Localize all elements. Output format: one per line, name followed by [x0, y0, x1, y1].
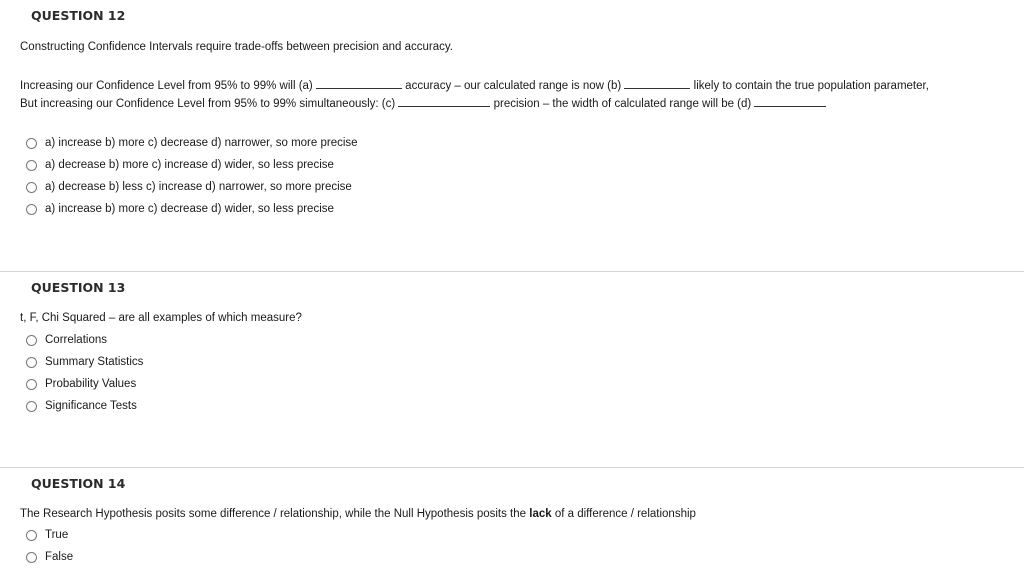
radio-button[interactable] — [26, 379, 37, 390]
q14-option-false[interactable] — [26, 551, 73, 563]
option-label: False — [45, 551, 74, 563]
q13-option-3[interactable] — [26, 378, 136, 390]
q12-option-1[interactable] — [26, 137, 358, 149]
question-12-header — [0, 0, 1024, 30]
prompt-text-bold: lack — [529, 508, 552, 520]
question-14-header — [0, 467, 1024, 498]
radio-button[interactable] — [26, 182, 37, 193]
option-label: a) increase b) more c) decrease d) wider, so less precise — [45, 203, 334, 215]
radio-button[interactable] — [26, 335, 37, 346]
q13-option-4[interactable] — [26, 400, 137, 412]
option-label: a) decrease b) less c) increase d) narrower, so more precise — [45, 181, 352, 193]
line-1-part-b: accuracy – our calculated range is now (b) — [405, 80, 622, 92]
radio-button[interactable] — [26, 530, 37, 541]
option-label: Correlations — [45, 334, 107, 346]
q14-option-true[interactable] — [26, 529, 68, 541]
option-label: a) decrease b) more c) increase d) wider, so less precise — [45, 159, 334, 171]
q12-option-4[interactable] — [26, 203, 334, 215]
question-12-line-2 — [20, 96, 826, 110]
question-14-prompt — [20, 508, 696, 520]
blank-c — [398, 96, 490, 107]
question-13-prompt: t, F, Chi Squared – are all examples of which measure? — [20, 312, 302, 324]
option-label: Probability Values — [45, 378, 137, 390]
q13-option-2[interactable] — [26, 356, 143, 368]
radio-button[interactable] — [26, 401, 37, 412]
option-label: a) increase b) more c) decrease d) narrower, so more precise — [45, 137, 358, 149]
question-13-header — [0, 271, 1024, 302]
question-12-line-1 — [20, 78, 929, 92]
q12-option-2[interactable] — [26, 159, 334, 171]
q13-option-1[interactable] — [26, 334, 107, 346]
line-2-part-a: But increasing our Confidence Level from 95% to 99% simultaneously: (c) — [20, 98, 396, 110]
line-1-part-c: likely to contain the true population parameter, — [693, 80, 929, 92]
radio-button[interactable] — [26, 160, 37, 171]
option-label: Summary Statistics — [45, 356, 144, 368]
option-label: Significance Tests — [45, 400, 137, 412]
radio-button[interactable] — [26, 552, 37, 563]
option-label: True — [45, 529, 69, 541]
radio-button[interactable] — [26, 138, 37, 149]
blank-a — [316, 78, 402, 89]
prompt-text-after: of a difference / relationship — [554, 508, 696, 520]
radio-button[interactable] — [26, 357, 37, 368]
line-2-part-b: precision – the width of calculated range will be (d) — [493, 98, 752, 110]
blank-b — [624, 78, 690, 89]
question-12-title: QUESTION 12 — [31, 8, 126, 23]
question-13-title: QUESTION 13 — [31, 280, 126, 295]
blank-d — [754, 96, 826, 107]
question-14-title: QUESTION 14 — [31, 476, 126, 491]
line-1-part-a: Increasing our Confidence Level from 95% to 99% will (a) — [20, 80, 313, 92]
q12-option-3[interactable] — [26, 181, 352, 193]
radio-button[interactable] — [26, 204, 37, 215]
question-12-intro: Constructing Confidence Intervals require trade-offs between precision and accuracy. — [20, 41, 453, 53]
prompt-text-before: The Research Hypothesis posits some difference / relationship, while the Null Hypothesis posits the — [20, 508, 527, 520]
